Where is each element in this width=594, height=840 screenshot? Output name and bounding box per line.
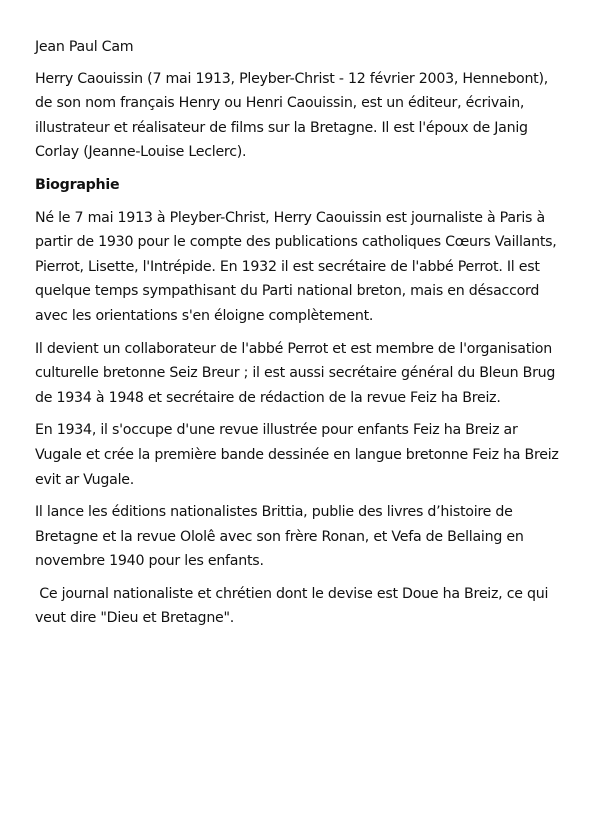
section-heading: Biographie — [35, 176, 120, 193]
biography-paragraph-4: Il lance les éditions nationalistes Brittia, publie des livres d’histoire de Bretagne et la revue Ololê avec son frère Ronan, et Vefa de Bellaing en novembre 1940 pour les enfants. — [35, 504, 524, 570]
intro-paragraph: Herry Caouissin (7 mai 1913, Pleyber-Christ - 12 février 2003, Hennebont), de son nom français Henry ou Henri Caouissin, est un éditeur, écrivain, illustrateur et réalisateur de films sur la Bretagne. Il est l'époux de Janig Corlay (Jeanne-Louise Leclerc). — [35, 70, 549, 161]
biography-paragraph-1: Né le 7 mai 1913 à Pleyber-Christ, Herry Caouissin est journaliste à Paris à partir de 1930 pour le compte des publications catholiques Cœurs Vaillants, Pierrot, Lisette, l'Intrépide. En 1932 il est secrétaire de l'abbé Perrot. Il est quelque temps sympathisant du Parti national breton, mais en désaccord avec les orientations s'en éloigne complètement. — [35, 209, 557, 324]
biography-paragraph-3: En 1934, il s'occupe d'une revue illustrée pour enfants Feiz ha Breiz ar Vugale et crée la première bande dessinée en langue bretonne Feiz ha Breiz evit ar Vugale. — [35, 422, 559, 488]
biography-paragraph-5: Ce journal nationaliste et chrétien dont le devise est Doue ha Breiz, ce qui veut dire "Dieu et Bretagne". — [35, 585, 553, 627]
biography-paragraph-2: Il devient un collaborateur de l'abbé Perrot et est membre de l'organisation culturelle bretonne Seiz Breur ; il est aussi secrétaire général du Bleun Brug de 1934 à 1948 et secrétaire de rédaction de la revue Feiz ha Breiz. — [35, 340, 556, 406]
author-line: Jean Paul Cam — [35, 39, 134, 55]
document-body — [35, 35, 565, 639]
